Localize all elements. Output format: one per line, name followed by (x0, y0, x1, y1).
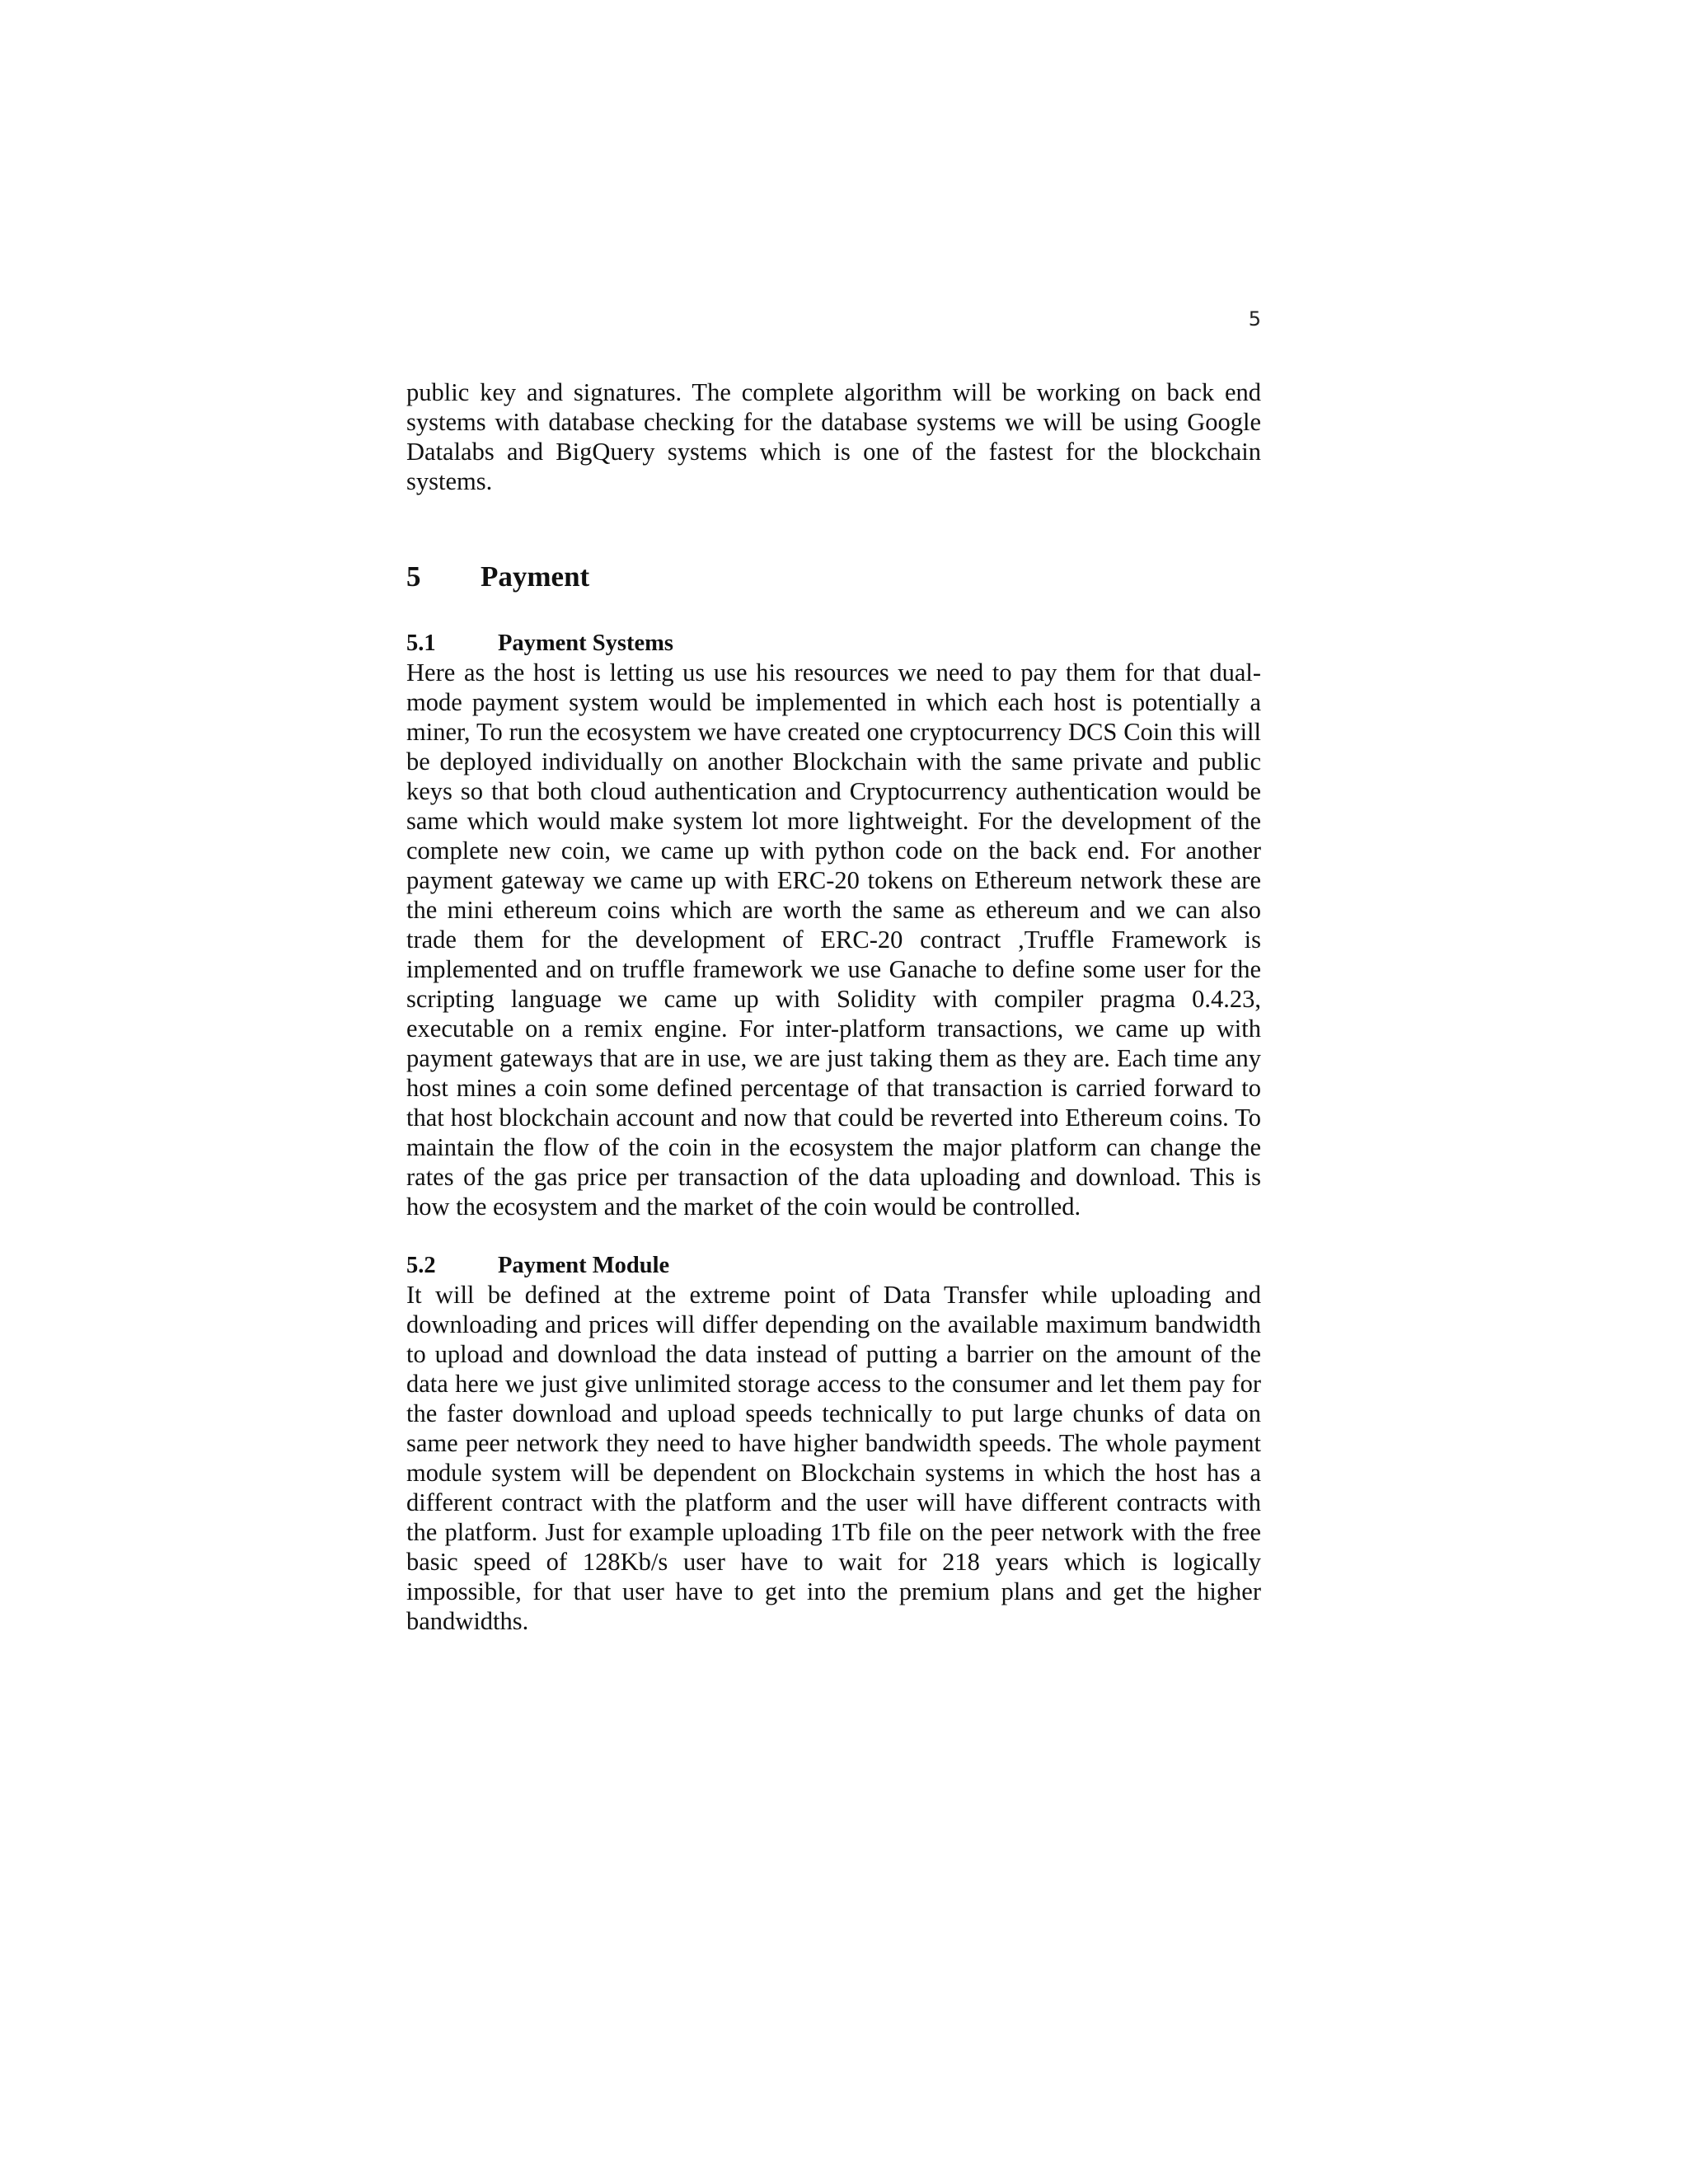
subsection-title: Payment Systems (498, 630, 673, 656)
section-title: Payment (481, 560, 590, 593)
subsection-number: 5.2 (406, 1253, 436, 1278)
subsection-heading-payment-module (406, 1252, 1261, 1280)
section-number: 5 (406, 560, 421, 593)
page-number: 5 (1248, 307, 1261, 330)
section-heading-payment (406, 560, 1261, 593)
intro-paragraph: public key and signatures. The complete algorithm will be working on back end systems with database checking for the database systems we will be using Google Datalabs and BigQuery systems which is one of the fastest for the blockchain systems. (406, 378, 1261, 495)
subsection-heading-payment-systems (406, 630, 1261, 658)
payment-systems-paragraph: Here as the host is letting us use his resources we need to pay them for that dual-mode payment system would be implemented in which each host is potentially a miner, To run the ecosystem we have created one cryptocurrency DCS Coin this will be deployed individually on another Blockchain with the same private and public keys so that both cloud authentication and Cryptocurrency authentication would be same which would make system lot more lightweight. For the development of the complete new coin, we came up with python code on the back end. For another payment gateway we came up with ERC-20 tokens on Ethereum network these are the mini ethereum coins which are worth the same as ethereum and we can also trade them for the development of ERC-20 contract ,Truffle Framework is implemented and on truffle framework we use Ganache to define some user for the scripting language we came up with Solidity with compiler pragma 0.4.23, executable on a remix engine. For inter-platform transactions, we came up with payment gateways that are in use, we are just taking them as they are. Each time any host mines a coin some defined percentage of that transaction is carried forward to that host blockchain account and now that could be reverted into Ethereum coins. To maintain the flow of the coin in the ecosystem the major platform can change the rates of the gas price per transaction of the data uploading and download. This is how the ecosystem and the market of the coin would be controlled. (406, 658, 1261, 1221)
page-body (406, 377, 1261, 1636)
subsection-number: 5.1 (406, 630, 436, 656)
subsection-title: Payment Module (498, 1253, 670, 1278)
payment-module-paragraph: It will be defined at the extreme point of Data Transfer while uploading and downloading and prices will differ depending on the available maximum bandwidth to upload and download the data instead of putting a barrier on the amount of the data here we just give unlimited storage access to the consumer and let them pay for the faster download and upload speeds technically to put large chunks of data on same peer network they need to have higher bandwidth speeds. The whole payment module system will be dependent on Blockchain systems in which the host has a different contract with the platform and the user will have different contracts with the platform. Just for example uploading 1Tb file on the peer network with the free basic speed of 128Kb/s user have to wait for 218 years which is logically impossible, for that user have to get into the premium plans and get the higher bandwidths. (406, 1281, 1261, 1635)
